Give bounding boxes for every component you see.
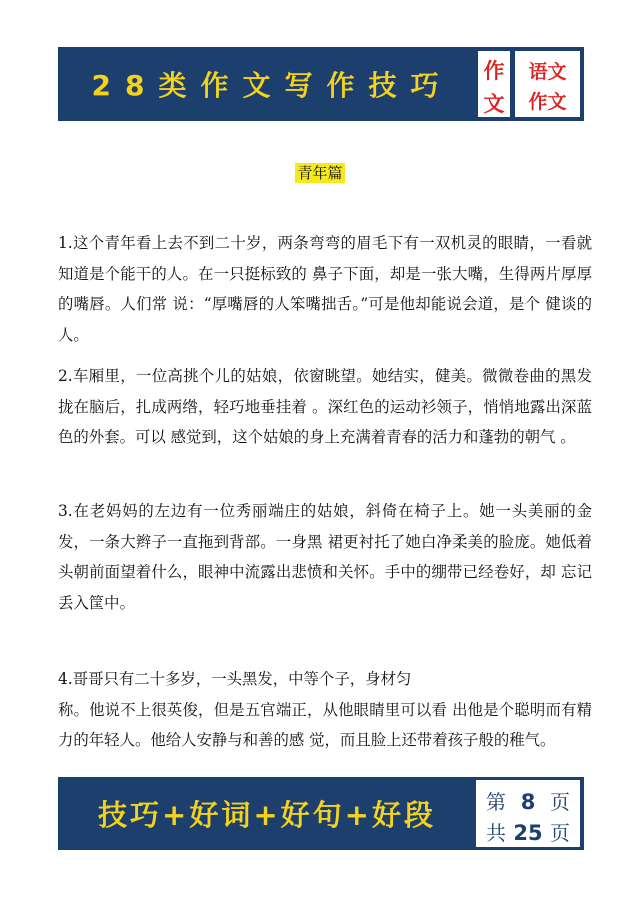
- current-page-label: 第: [486, 790, 506, 814]
- page-indicator: [476, 780, 580, 847]
- essay-tag-line-2: 文: [483, 92, 505, 116]
- chinese-essay-tag-line-1: 语文: [528, 61, 567, 83]
- section-title: [0, 163, 640, 183]
- chinese-essay-tag-line-2: 作文: [528, 91, 567, 113]
- header-banner: [58, 47, 584, 121]
- total-pages-label: 共: [486, 821, 506, 845]
- header-title: 28类作文写作技巧: [91, 69, 453, 102]
- essay-tag-line-1: 作: [483, 59, 505, 83]
- total-pages-number: 25: [513, 821, 543, 845]
- chinese-essay-tag: [513, 49, 582, 119]
- paragraph-2: 2.车厢里，一位高挑个儿的姑娘，依窗眺望。她结实，健美。微微卷曲的黑发拢在脑后，扎成两绺，轻巧地垂挂着 。深红色的运动衫领子，悄悄地露出深蓝色的外套。可以 感觉到，这个姑娘的身上充满着青春的活力和蓬勃的朝气 。: [58, 367, 592, 446]
- current-page-row: [476, 786, 580, 815]
- total-pages-row: [476, 817, 580, 846]
- current-page-number: 8: [520, 790, 536, 814]
- paragraph-4: 4.哥哥只有二十多岁，一头黑发，中等个子，身材匀 称。他说不上很英俊，但是五官端正，从他眼睛里可以看 出他是个聪明而有精力的年轻人。他给人安静与和善的感 觉，而且脸上还带着孩子般的稚气。: [58, 670, 592, 749]
- total-pages-unit: 页: [549, 821, 570, 845]
- paragraph-1: 1.这个青年看上去不到二十岁，两条弯弯的眉毛下有一双机灵的眼睛，一看就知道是个能干的人。在一只挺标致的 鼻子下面，却是一张大嘴，生得两片厚厚的嘴唇。人们常 说：“厚嘴唇的人笨嘴拙舌。”可是他却能说会道，是个 健谈的人。: [58, 234, 592, 344]
- essay-tag: [476, 49, 512, 119]
- footer-title: 技巧+好词+好句+好段: [98, 798, 436, 832]
- paragraph-3: 3.在老妈妈的左边有一位秀丽端庄的姑娘，斜倚在椅子上。她一头美丽的金发，一条大辫子一直拖到背部。一身黑 裙更衬托了她白净柔美的脸庞。她低着头朝前面望着什么，眼神中流露出悲愤和关怀。手中的绷带已经卷好，却 忘记丢入筐中。: [58, 502, 592, 612]
- footer-banner: [58, 777, 584, 850]
- section-title-text: 青年篇: [297, 164, 343, 182]
- current-page-unit: 页: [550, 790, 570, 814]
